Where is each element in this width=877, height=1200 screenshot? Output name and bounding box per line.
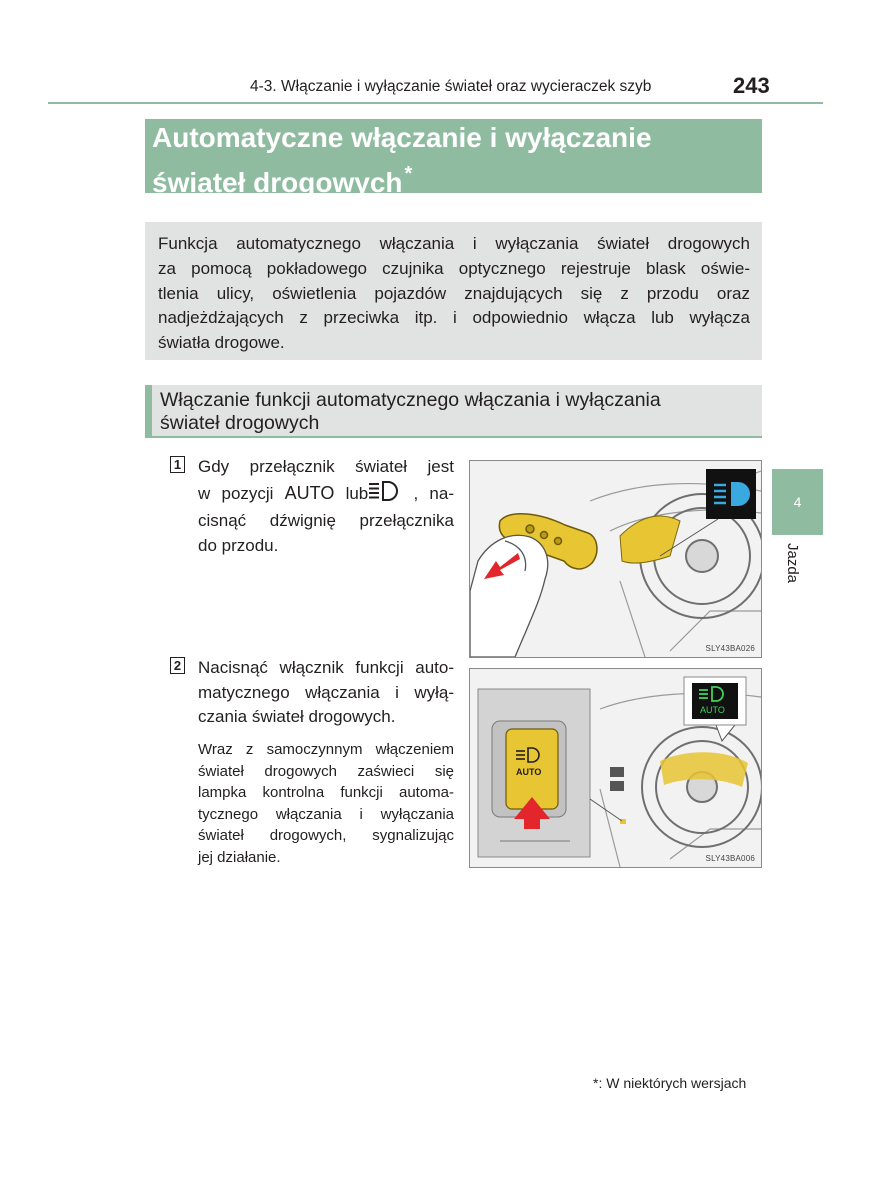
step-2-line: matycznego włączania i wyłą- [198,682,454,702]
intro-line: tlenia ulicy, oświetlenia pojazdów znajdujących się z przodu oraz [158,283,750,303]
note-line: jej działanie. [198,848,281,866]
intro-line: za pomocą pokładowego czujnika optycznego rejestruje blask oświe- [158,258,750,278]
page-title-line2: świateł drogowych [152,167,403,198]
figure-auto-switch [469,668,762,868]
figure-code: SLY43BA026 [705,644,755,653]
step-number-2: 2 [170,657,185,674]
chapter-number: 4 [793,494,802,510]
step-2-line: czania świateł drogowych. [198,707,396,726]
note-line: Wraz z samoczynnym włączeniem [198,741,454,758]
running-header-section: 4-3. Włączanie i wyłączanie świateł oraz wycieraczek szyb [250,78,652,95]
step-1-text [198,455,454,558]
step-1-line [198,480,454,510]
title-asterisk: * [404,163,413,185]
step-1-line: cisnąć dźwignię przełącznika [198,511,454,530]
figure-headlight-lever [469,460,762,658]
subsection-heading-line2: świateł drogowych [160,412,320,434]
intro-line: nadjeżdżających z przeciwka itp. i odpowiednio włącza lub wyłącza [158,308,750,328]
step-1-line: do przodu. [198,535,279,555]
intro-line: światła drogowe. [158,333,285,353]
page-title-line1: Automatyczne włączanie i wyłączanie [152,122,652,153]
step-2-text [198,656,454,730]
high-beam-auto-icon [368,480,402,510]
intro-box [145,222,762,360]
chapter-label: Jazda [784,543,801,584]
intro-line: Funkcja automatycznego włączania i wyłączania świateł drogowych [158,234,750,253]
note-line: lampka kontrolna funkcji automa- [198,784,454,801]
note-line: tycznego włączania i wyłączania [198,805,454,823]
page-title-line2-wrap [152,156,755,201]
step-1-line: Gdy przełącznik świateł jest [198,457,454,476]
switch-illustration [470,669,761,867]
note-line: świateł drogowych zaświeci się [198,762,454,780]
indicator-auto-text: AUTO [700,705,725,715]
step-1-text-fragment: w pozycji [198,483,274,503]
subsection-accent-bar [145,385,152,437]
subsection-heading-line1: Włączanie funkcji automatycznego włączania i wyłączania [160,389,661,411]
header-rule [48,102,823,104]
step-number-1: 1 [170,456,185,473]
page-title [145,119,762,198]
lever-illustration [470,461,761,657]
step-1-text-fragment [346,484,403,503]
note-line: świateł drogowych, sygnalizując [198,827,454,844]
page-number: 243 [733,73,770,98]
footnote: *: W niektórych wersjach [593,1075,747,1091]
step-1-text-fragment: , na- [413,483,454,503]
subsection-heading [145,385,762,437]
switch-auto-text: AUTO [516,767,542,777]
step-2-line: Nacisnąć włącznik funkcji auto- [198,658,454,677]
auto-label: AUTO [284,482,335,503]
figure-code: SLY43BA006 [705,854,755,863]
or-word: lub [345,483,369,503]
step-2-note [198,739,454,868]
subsection-underline [145,436,762,438]
